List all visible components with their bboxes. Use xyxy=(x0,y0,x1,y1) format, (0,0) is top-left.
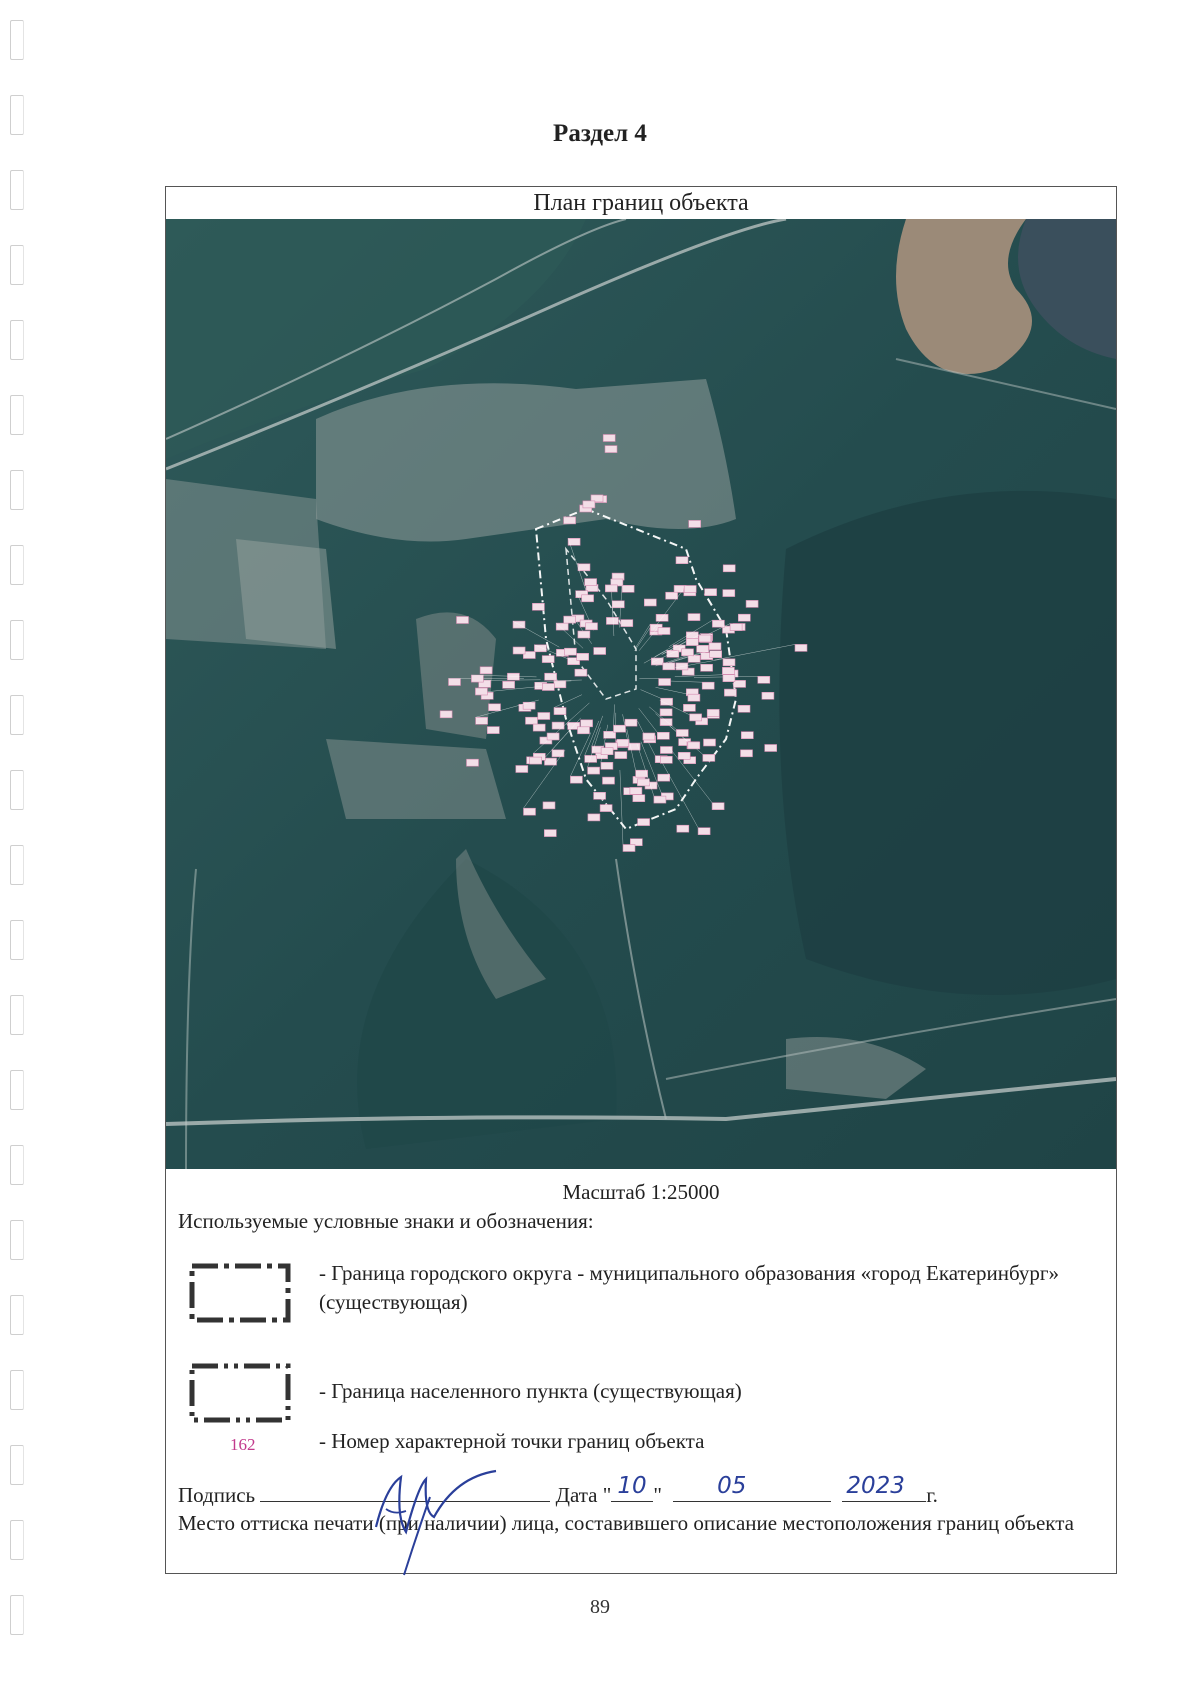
boundary-point-marker xyxy=(471,675,483,682)
dash-dot-boundary-icon xyxy=(188,1262,292,1324)
boundary-point-marker xyxy=(600,805,612,812)
boundary-point-marker xyxy=(594,648,606,655)
boundary-point-marker xyxy=(578,727,590,734)
boundary-point-marker xyxy=(676,730,688,737)
boundary-point-marker xyxy=(530,757,542,764)
boundary-point-marker xyxy=(723,675,735,682)
boundary-point-marker xyxy=(734,680,746,687)
handwritten-signature xyxy=(346,1457,546,1577)
section-title: Раздел 4 xyxy=(553,120,647,147)
boundary-point-marker xyxy=(795,644,807,651)
boundary-point-marker xyxy=(688,655,700,662)
boundary-point-marker xyxy=(738,614,750,621)
boundary-point-marker xyxy=(643,733,655,740)
boundary-point-marker xyxy=(583,501,595,508)
boundary-point-marker xyxy=(657,732,669,739)
boundary-point-marker xyxy=(554,708,566,715)
binding-ring xyxy=(10,770,24,810)
boundary-point-marker xyxy=(538,713,550,720)
boundary-point-marker xyxy=(533,724,545,731)
boundary-point-marker xyxy=(601,748,613,755)
boundary-point-marker xyxy=(526,717,538,724)
boundary-point-marker xyxy=(709,643,721,650)
binding-ring xyxy=(10,170,24,210)
binding-ring xyxy=(10,1370,24,1410)
boundary-point-marker xyxy=(588,767,600,774)
boundary-point-marker xyxy=(545,673,557,680)
boundary-point-marker xyxy=(601,762,613,769)
boundary-point-marker xyxy=(623,845,635,852)
boundary-point-marker xyxy=(605,446,617,453)
boundary-point-marker xyxy=(651,658,663,665)
binding-ring xyxy=(10,1295,24,1335)
boundary-point-marker xyxy=(605,585,617,592)
boundary-point-marker xyxy=(723,659,735,666)
boundary-point-marker xyxy=(698,828,710,835)
boundary-point-marker xyxy=(683,704,695,711)
page-number: 89 xyxy=(590,1596,610,1618)
boundary-point-marker xyxy=(741,750,753,757)
boundary-point-marker xyxy=(702,682,714,689)
legend-text-settlement-boundary: - Граница населенного пункта (существующая) xyxy=(319,1379,742,1403)
binding-ring xyxy=(10,920,24,960)
boundary-point-marker xyxy=(544,830,556,837)
binding-ring xyxy=(10,245,24,285)
boundary-point-marker xyxy=(644,599,656,606)
boundary-point-marker xyxy=(594,792,606,799)
boundary-point-marker xyxy=(542,684,554,691)
dash-dot-dot-boundary-icon xyxy=(188,1362,292,1424)
boundary-point-marker xyxy=(630,787,642,794)
boundary-point-marker xyxy=(633,795,645,802)
boundary-point-marker xyxy=(532,603,544,610)
boundary-point-marker xyxy=(686,639,698,646)
binding-ring xyxy=(10,995,24,1035)
boundary-point-marker xyxy=(585,579,597,586)
plan-frame xyxy=(165,186,1117,1574)
map-scale: Масштаб 1:25000 xyxy=(562,1180,720,1204)
binding-ring xyxy=(10,545,24,585)
boundary-point-marker xyxy=(723,565,735,572)
boundary-point-marker xyxy=(564,517,576,524)
boundary-point-marker xyxy=(457,617,469,624)
boundary-point-marker xyxy=(449,679,461,686)
boundary-point-marker xyxy=(758,676,770,683)
boundary-point-marker xyxy=(615,752,627,759)
binding-ring xyxy=(10,395,24,435)
boundary-point-marker xyxy=(575,669,587,676)
boundary-point-marker xyxy=(688,694,700,701)
boundary-point-marker xyxy=(513,647,525,654)
boundary-point-marker xyxy=(678,752,690,759)
boundary-point-marker xyxy=(542,656,554,663)
date-day-field: 10 xyxy=(611,1481,653,1502)
boundary-point-marker xyxy=(534,645,546,652)
boundary-point-marker xyxy=(689,520,701,527)
boundary-point-marker xyxy=(658,774,670,781)
legend-text-city-boundary: - Граница городского округа - муниципального образования «город Екатеринбург» (существующая) xyxy=(319,1261,1060,1314)
boundary-point-marker xyxy=(676,557,688,564)
boundary-point-marker xyxy=(703,754,715,761)
boundary-point-marker xyxy=(523,702,535,709)
boundary-point-marker xyxy=(666,592,678,599)
signature-row: Подпись Дата " 10 " 05 2023 г. xyxy=(178,1473,938,1507)
boundary-point-marker xyxy=(552,722,564,729)
boundary-point-marker xyxy=(723,590,735,597)
year-suffix: г. xyxy=(926,1483,938,1507)
boundary-point-marker xyxy=(547,733,559,740)
boundary-point-marker xyxy=(712,620,724,627)
boundary-point-marker xyxy=(582,595,594,602)
binding-ring xyxy=(10,695,24,735)
binding-ring xyxy=(10,1220,24,1260)
boundary-point-marker xyxy=(686,632,698,639)
boundary-point-marker xyxy=(577,653,589,660)
binding-ring xyxy=(10,845,24,885)
binding-ring xyxy=(10,1070,24,1110)
legend-heading: Используемые условные знаки и обозначения: xyxy=(178,1209,594,1233)
boundary-point-marker xyxy=(724,689,736,696)
boundary-point-marker xyxy=(554,681,566,688)
legend-point-number: 162 xyxy=(230,1435,256,1454)
boundary-point-marker xyxy=(622,585,634,592)
date-year-field: 2023 xyxy=(842,1481,926,1502)
binding-ring xyxy=(10,1445,24,1485)
boundary-point-marker xyxy=(617,739,629,746)
boundary-point-marker xyxy=(705,589,717,596)
boundary-point-marker xyxy=(586,623,598,630)
boundary-point-marker xyxy=(603,777,615,784)
signature-label: Подпись xyxy=(178,1483,256,1507)
boundary-point-marker xyxy=(507,673,519,680)
boundary-point-marker xyxy=(564,616,576,623)
stamp-place-text: Место оттиска печати (при наличии) лица, составившего описание местоположения границ объекта xyxy=(178,1511,1074,1535)
boundary-point-marker xyxy=(545,758,557,765)
boundary-point-marker xyxy=(659,679,671,686)
plan-title: План границ объекта xyxy=(533,190,749,216)
boundary-point-marker xyxy=(578,631,590,638)
boundary-point-marker xyxy=(765,745,777,752)
boundary-point-marker xyxy=(658,628,670,635)
binding-ring xyxy=(10,1145,24,1185)
boundary-point-marker xyxy=(660,756,672,763)
boundary-point-marker xyxy=(476,717,488,724)
boundary-point-marker xyxy=(688,614,700,621)
boundary-point-marker xyxy=(585,755,597,762)
boundary-point-marker xyxy=(660,747,672,754)
binding-ring xyxy=(10,620,24,660)
boundary-point-marker xyxy=(688,742,700,749)
boundary-point-marker xyxy=(690,714,702,721)
boundary-point-marker xyxy=(722,667,734,674)
boundary-point-marker xyxy=(606,617,618,624)
binding-ring xyxy=(10,320,24,360)
binding-holes xyxy=(6,20,28,1680)
boundary-point-marker xyxy=(677,825,689,832)
satellite-map xyxy=(166,219,1116,1169)
boundary-point-marker xyxy=(552,750,564,757)
binding-ring xyxy=(10,20,24,60)
boundary-point-marker xyxy=(699,635,711,642)
boundary-point-marker xyxy=(614,725,626,732)
boundary-point-marker xyxy=(660,709,672,716)
boundary-point-marker xyxy=(762,692,774,699)
boundary-point-marker xyxy=(581,720,593,727)
boundary-point-marker xyxy=(440,711,452,718)
boundary-point-marker xyxy=(712,803,724,810)
boundary-point-marker xyxy=(543,802,555,809)
boundary-point-marker xyxy=(654,796,666,803)
boundary-point-marker xyxy=(625,719,637,726)
boundary-point-marker xyxy=(707,709,719,716)
date-month-field: 05 xyxy=(673,1481,831,1502)
boundary-point-marker xyxy=(603,435,615,442)
boundary-point-marker xyxy=(621,620,633,627)
boundary-point-marker xyxy=(524,808,536,815)
boundary-point-marker xyxy=(746,600,758,607)
boundary-point-marker xyxy=(704,739,716,746)
binding-ring xyxy=(10,470,24,510)
boundary-point-marker xyxy=(489,704,501,711)
boundary-point-marker xyxy=(738,705,750,712)
boundary-point-marker xyxy=(701,664,713,671)
date-label: Дата xyxy=(555,1483,598,1507)
boundary-point-marker xyxy=(684,586,696,593)
boundary-point-marker xyxy=(612,601,624,608)
boundary-point-marker xyxy=(730,624,742,631)
legend-text-point-number: - Номер характерной точки границ объекта xyxy=(319,1429,705,1453)
boundary-point-marker xyxy=(475,688,487,695)
boundary-point-marker xyxy=(710,651,722,658)
satellite-map-image xyxy=(166,219,1116,1169)
boundary-point-marker xyxy=(503,681,515,688)
boundary-point-marker xyxy=(638,819,650,826)
boundary-point-marker xyxy=(578,564,590,571)
boundary-point-marker xyxy=(516,766,528,773)
boundary-point-marker xyxy=(637,779,649,786)
binding-ring xyxy=(10,1520,24,1560)
boundary-point-marker xyxy=(588,814,600,821)
boundary-point-marker xyxy=(741,732,753,739)
boundary-point-marker xyxy=(480,667,492,674)
boundary-point-marker xyxy=(564,648,576,655)
boundary-point-marker xyxy=(697,645,709,652)
boundary-point-marker xyxy=(663,663,675,670)
boundary-point-marker xyxy=(467,759,479,766)
boundary-point-marker xyxy=(682,649,694,656)
boundary-point-marker xyxy=(570,776,582,783)
boundary-point-marker xyxy=(487,727,499,734)
